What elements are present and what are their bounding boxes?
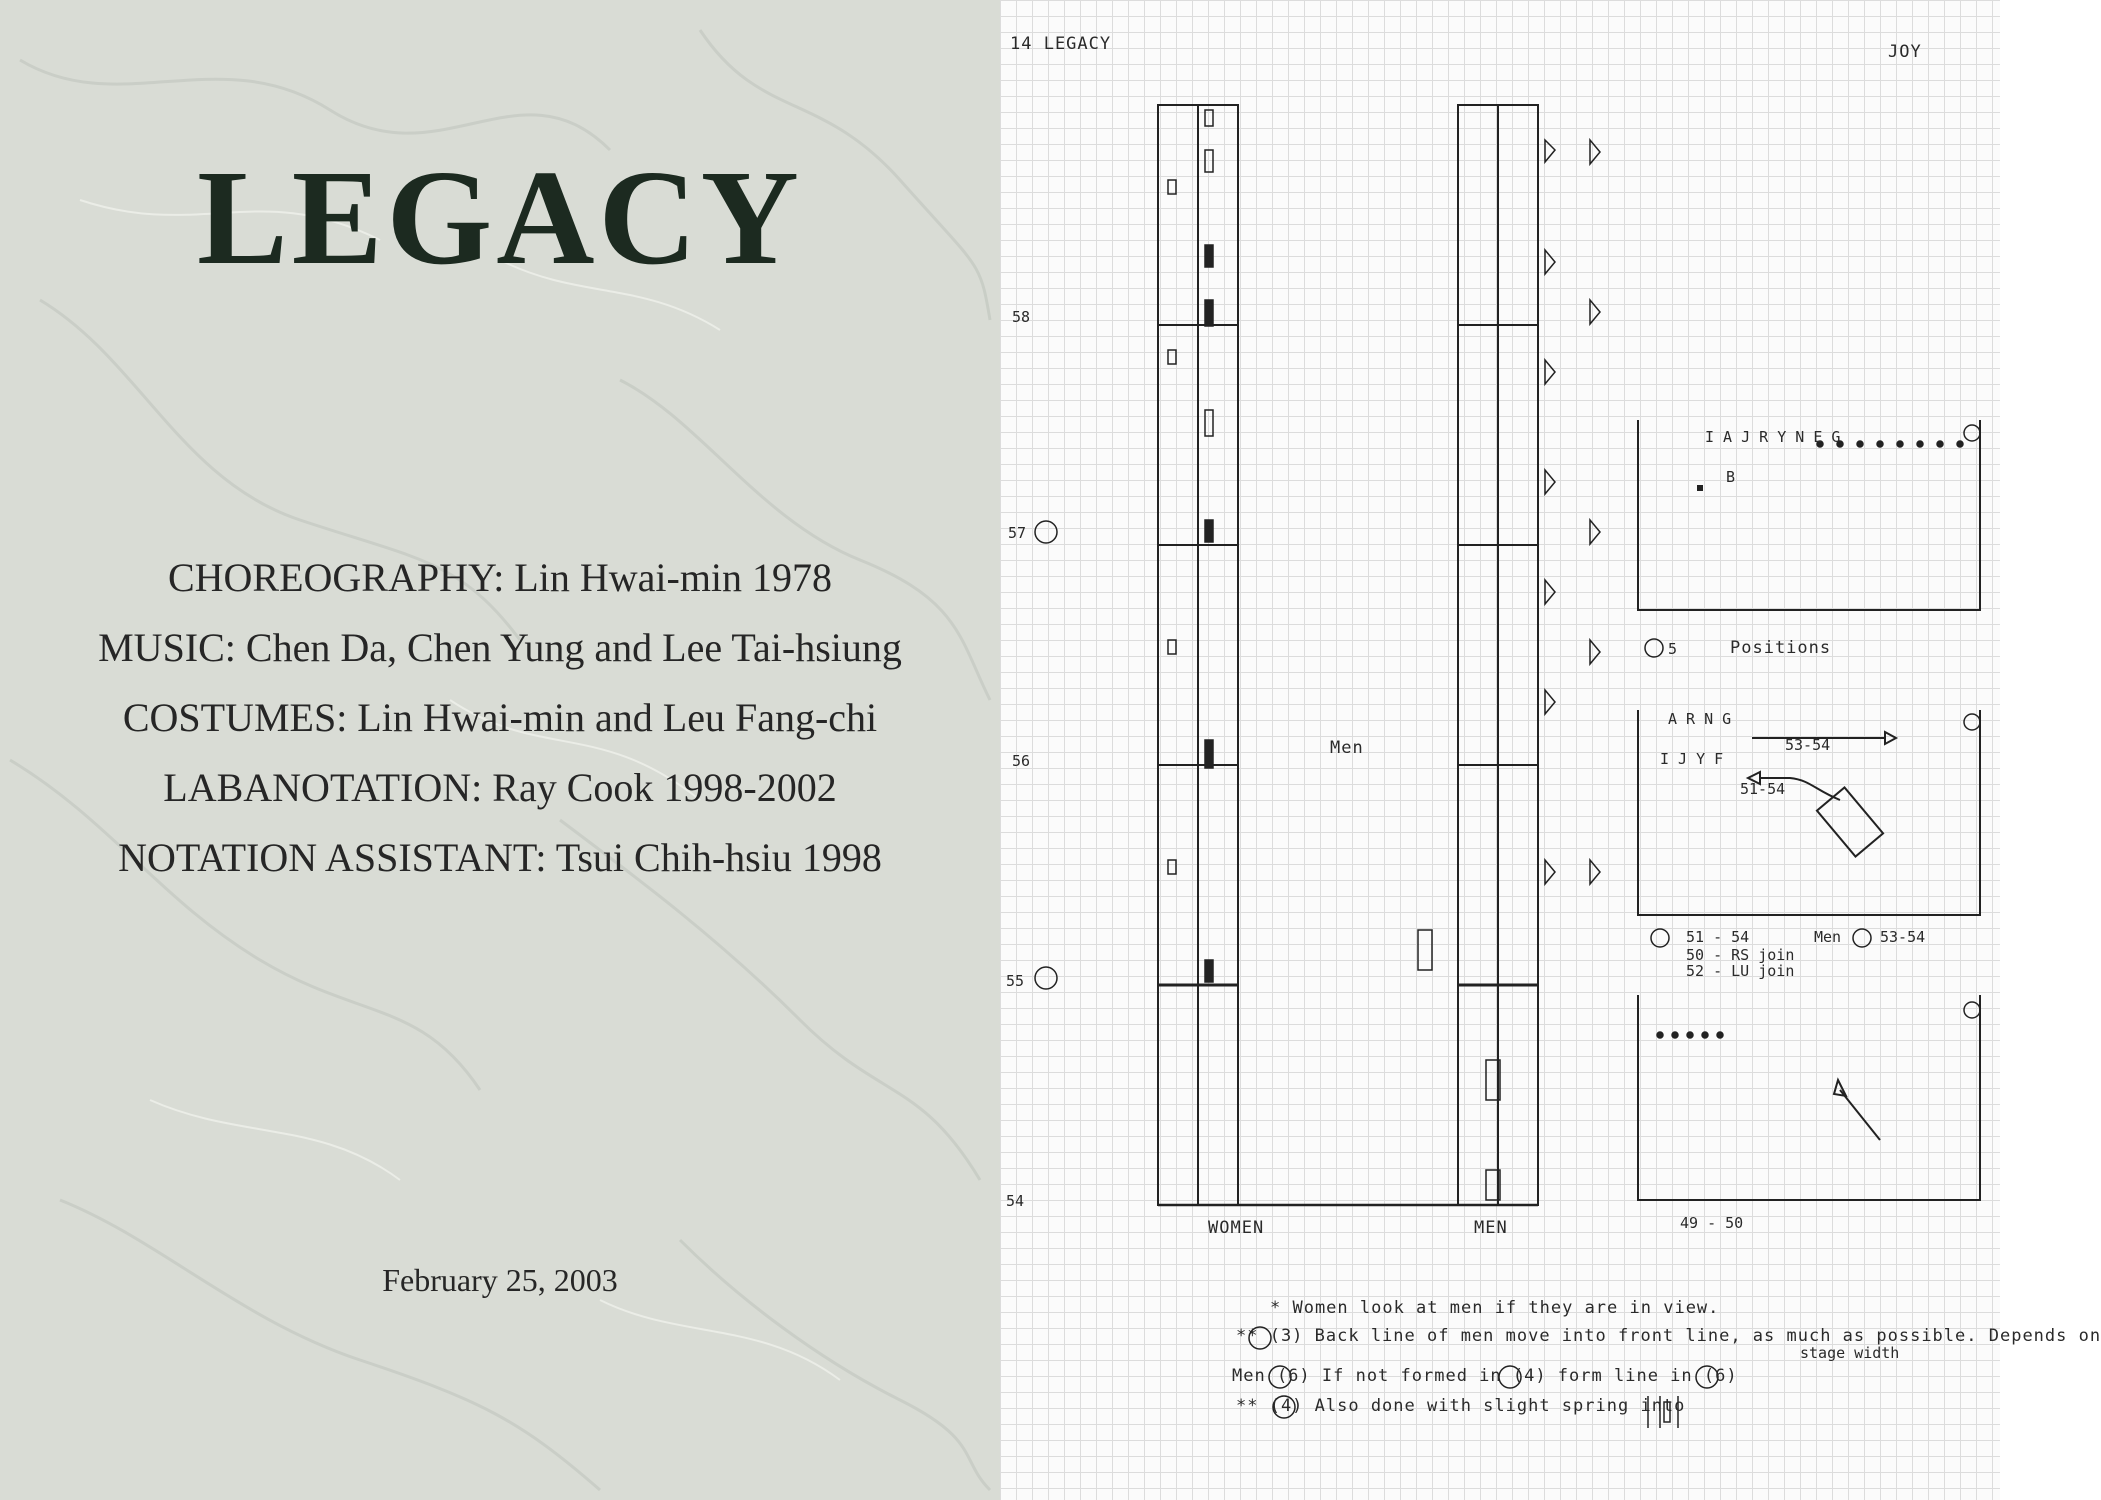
plan2-men-range: 53-54 xyxy=(1880,928,1926,946)
plan2-caption-b: 50 - RS join xyxy=(1686,946,1795,964)
floor-plan-1 xyxy=(1638,420,1980,610)
measure-number: 55 xyxy=(1006,972,1025,990)
program-cover xyxy=(0,0,1000,1500)
cover-title: LEGACY xyxy=(197,143,803,293)
footnote-3: Men (6) If not formed in (4) form line in (6) xyxy=(1232,1366,1738,1386)
men-label: Men xyxy=(1330,738,1364,758)
credit-notation-assistant: NOTATION ASSISTANT: Tsui Chih-hsiu 1998 xyxy=(118,835,882,880)
plan2-caption-c: 52 - LU join xyxy=(1686,962,1795,980)
measure-number: 54 xyxy=(1006,1192,1025,1210)
footnote-4: ** (4) Also done with slight spring into xyxy=(1236,1396,1686,1416)
plan2-caption: 51 - 54 xyxy=(1686,928,1750,946)
credit-music: MUSIC: Chen Da, Chen Yung and Lee Tai-hsiung xyxy=(98,625,902,670)
floor-plan-paths xyxy=(1698,486,1896,1140)
plan1-letters-mid: B xyxy=(1726,468,1736,486)
score-header-right: JOY xyxy=(1888,42,1922,62)
plan1-letters-top: I A J R Y N E G xyxy=(1705,428,1841,446)
plan2-letters-top: A R N G xyxy=(1668,710,1732,728)
plan2-letters-bottom: I J Y F xyxy=(1660,750,1724,768)
floor-plan-3 xyxy=(1638,995,1980,1200)
footnote-2-cont: stage width xyxy=(1800,1344,1900,1362)
labanotation-score-page xyxy=(1000,0,2101,1500)
cover-date: February 25, 2003 xyxy=(382,1262,618,1298)
positions-label: Positions xyxy=(1730,638,1832,658)
plan3-caption: 49 - 50 xyxy=(1680,1214,1744,1232)
score-header-left: 14 LEGACY xyxy=(1010,34,1112,54)
measure-number: 57 xyxy=(1008,524,1027,542)
credit-costumes: COSTUMES: Lin Hwai-min and Leu Fang-chi xyxy=(122,695,878,740)
women-staff-label: WOMEN xyxy=(1208,1218,1265,1238)
plan2-men: Men xyxy=(1814,928,1842,946)
measure-number: 56 xyxy=(1012,752,1031,770)
measure-number: 58 xyxy=(1012,308,1031,326)
score-drawing xyxy=(1000,0,2000,1500)
credit-labanotation: LABANOTATION: Ray Cook 1998-2002 xyxy=(163,765,837,810)
path-label-51-54: 51-54 xyxy=(1740,780,1786,798)
credit-choreography: CHOREOGRAPHY: Lin Hwai-min 1978 xyxy=(167,555,833,600)
path-label-53-54: 53-54 xyxy=(1785,736,1831,754)
notation-symbols xyxy=(1168,110,1963,1200)
encircled-numbers xyxy=(1035,425,1980,1418)
positions-number: 5 xyxy=(1668,640,1678,658)
footnote-1: * Women look at men if they are in view. xyxy=(1270,1298,1720,1318)
men-staff-label: MEN xyxy=(1474,1218,1508,1238)
footnote-2: ** (3) Back line of men move into front line, as much as possible. Depends on xyxy=(1236,1326,2101,1346)
